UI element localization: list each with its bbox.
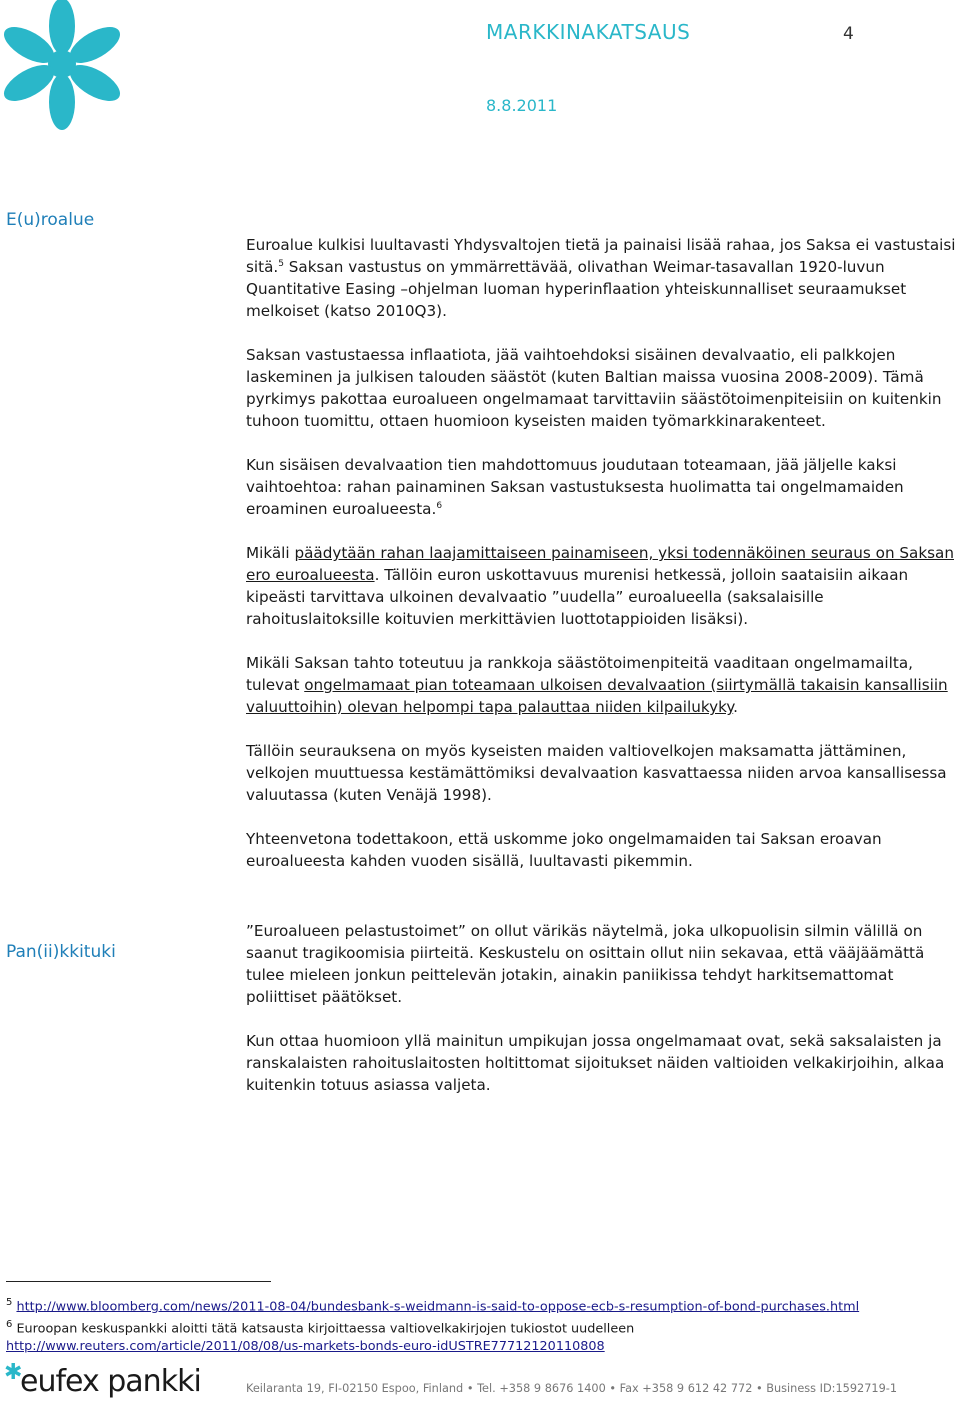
flower-logo-icon: [0, 0, 124, 132]
footnote-ref-5[interactable]: 5: [278, 258, 284, 269]
footer-address: Keilaranta 19, FI-02150 Espoo, Finland • Tel. +358 9 8676 1400 • Fax +358 9 612 42 772 • Business ID:1592719-1: [246, 1382, 898, 1395]
underlined-text: päädytään rahan laajamittaiseen painamiseen, yksi todennäköinen seuraus on Saksan ero euroalueesta: [246, 544, 954, 584]
footnote-5-link[interactable]: http://www.bloomberg.com/news/2011-08-04/bundesbank-s-weidmann-is-said-to-oppose-ecb-s-resumption-of-bond-purchases.html: [16, 1299, 860, 1315]
paragraph-9: Kun ottaa huomioon yllä mainitun umpikujan jossa ongelmamaat ovat, sekä saksalaisten ja ranskalaisten rahoituslaitosten holtittomat sijoitukset näiden valtioiden velkakirjoihin, alkaa kuitenkin totuus asiassa valjeta.: [246, 1032, 945, 1094]
footnote-5: $^5$ http://www.bloomberg.com/news/2011-08-04/bundesbank-s-weidmann-is-said-to-oppose-ecb-s-resumption-of-bond-purchases.html: [6, 1297, 860, 1315]
footnote-ref-6[interactable]: 6: [436, 500, 443, 511]
paragraph-4: Mikäli päädytään rahan laajamittaiseen painamiseen, yksi todennäköinen seuraus on Saksan ero euroalueesta. Tällöin euron uskottavuus murenisi hetkessä, jolloin saataisiin aikaan kipeästi tarvittava ulkoinen devalvaatio ”uudella” euroalueella (saksalaisille rahoituslaitoksille koituvien merkittävien luottotappioiden lisäksi).: [246, 544, 954, 628]
article-body: [246, 234, 958, 1118]
brand-logo: eufex pankki: [20, 1364, 201, 1399]
paragraph-6: Tällöin seurauksena on myös kyseisten maiden valtiovelkojen maksamatta jättäminen, velkojen muuttuessa kestämättömiksi devalvaation kasvattaessa niiden arvoa kansallisessa valuutassa (kuten Venäjä 1998).: [246, 742, 947, 804]
page-number: 4: [843, 24, 854, 44]
footnotes: [6, 1294, 956, 1355]
brand-star-icon: ✱: [4, 1360, 23, 1385]
section-heading-pankkituki: Pan(ii)kkituki: [6, 942, 116, 962]
report-date: 8.8.2011: [486, 96, 558, 115]
report-title: MARKKINAKATSAUS: [486, 20, 691, 44]
footnote-divider: [6, 1281, 271, 1282]
paragraph-7: Yhteenvetona todettakoon, että uskomme joko ongelmamaiden tai Saksan eroavan euroalueesta kahden vuoden sisällä, luultavasti pikemmin.: [246, 830, 882, 870]
paragraph-3: Kun sisäisen devalvaation tien mahdottomuus joudutaan toteamaan, jää jäljelle kaksi vaihtoehtoa: rahan painaminen Saksan vastustuksesta huolimatta tai ongelmamaiden eroaminen euroalueesta.$^6$: [246, 456, 904, 518]
footnote-6-link[interactable]: http://www.reuters.com/article/2011/08/08/us-markets-bonds-euro-idUSTRE77712120110808: [6, 1338, 605, 1354]
paragraph-1: Euroalue kulkisi luultavasti Yhdysvaltojen tietä ja painaisi lisää rahaa, jos Saksa ei vastustaisi sitä.$^5$ Saksan vastustus on ymmärrettävää, olivathan Weimar-tasavallan 1920-luvun Quantitative Easing –ohjelman luoman hyperinflaation yhteiskunnalliset seuraamukset melkoiset (katso 2010Q3).: [246, 236, 956, 320]
paragraph-2: Saksan vastustaessa inflaatiota, jää vaihtoehdoksi sisäinen devalvaatio, eli palkkojen laskeminen ja julkisen talouden säästöt (kuten Baltian maissa vuosina 2008-2009). Tämä pyrkimys pakottaa euroalueen ongelmamaat tarvittaviin säästötoimenpiteisiin on kuitenkin tuhoon tuomittu, ottaen huomioon kyseisten maiden työmarkkinarakenteet.: [246, 346, 942, 430]
section-heading-euroalue: E(u)roalue: [6, 210, 95, 230]
footnote-6: $^6$ Euroopan keskuspankki aloitti tätä katsausta kirjoittaessa valtiovelkakirjojen tukiostot uudelleen: [6, 1318, 635, 1337]
paragraph-8: ”Euroalueen pelastustoimet” on ollut värikäs näytelmä, joka ulkopuolisin silmin välillä on saanut tragikoomisia piirteitä. Keskustelu on osittain ollut niin sekavaa, että vääjäämättä tulee mieleen jonkun peittelevän jotakin, ainakin paniikissa tehdyt harkitsemattomat poliittiset päätökset.: [246, 922, 925, 1006]
paragraph-5: Mikäli Saksan tahto toteutuu ja rankkoja säästötoimenpiteitä vaaditaan ongelmamailta, tulevat ongelmamaat pian toteamaan ulkoisen devalvaation (siirtymällä takaisin kansallisiin valuuttoihin) olevan helpompi tapa palauttaa niiden kilpailukyky.: [246, 654, 948, 716]
underlined-text: ongelmamaat pian toteamaan ulkoisen devalvaation (siirtymällä takaisin kansallisiin valuuttoihin) olevan helpompi tapa palauttaa niiden kilpailukyky: [246, 676, 948, 716]
